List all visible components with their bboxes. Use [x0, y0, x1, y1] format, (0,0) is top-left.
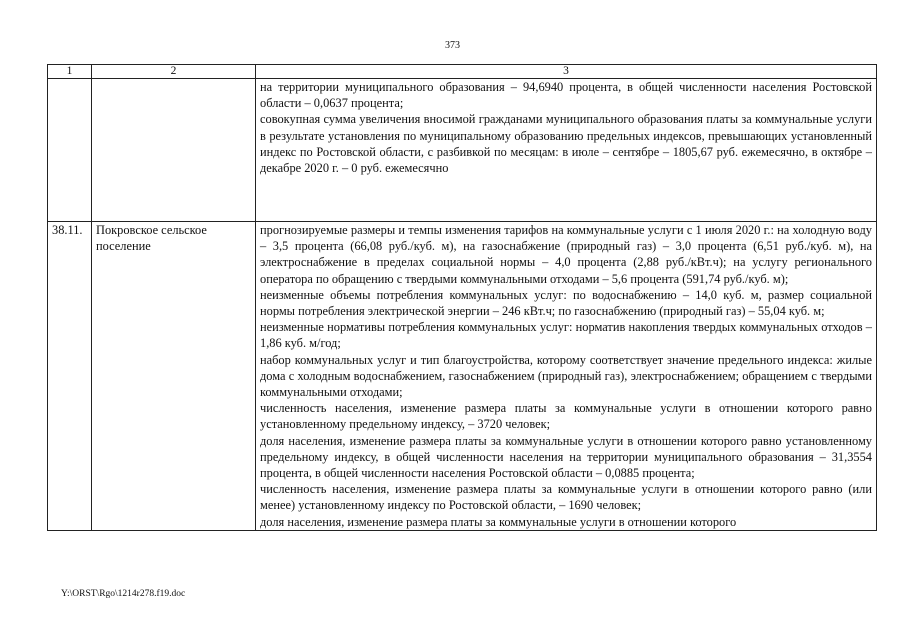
description-paragraph: неизменные нормативы потребления коммунальных услуг: норматив накопления твердых коммунальных отходов – 1,86 куб. м/год; — [260, 320, 872, 351]
municipality-name-cell — [92, 79, 256, 222]
description-cell — [256, 222, 877, 531]
description-paragraph: на территории муниципального образования – 94,6940 процента, в общей численности населения Ростовской области – 0,0637 процента; — [260, 80, 872, 111]
footer-file-path: Y:\ORST\Rgo\1214r278.f19.doc — [61, 589, 186, 599]
column-header-1: 1 — [48, 65, 92, 79]
description-paragraph: доля населения, изменение размера платы за коммунальные услуги в отношении которого — [260, 514, 737, 529]
description-paragraph: совокупная сумма увеличения вносимой гражданами муниципального образования платы за коммунальные услуги в результате установления по муниципальному образованию предельных индексов, превышающих установленный индекс по Ростовской области, с разбивкой по месяцам: в июле – сентябре – 1805,67 руб. ежемесячно, в октябре – декабре 2020 г. – 0 руб. ежемесячно — [260, 112, 872, 176]
table-row-continued — [48, 79, 877, 222]
description-paragraph: набор коммунальных услуг и тип благоустройства, которому соответствует значение предельного индекса: жилые дома с холодным водоснабжением, газоснабжением (природный газ), электроснабжением; обращением с твердыми коммунальными отходами; — [260, 352, 872, 400]
column-header-2: 2 — [92, 65, 256, 79]
description-paragraph: неизменные объемы потребления коммунальных услуг: по водоснабжению – 14,0 куб. м, размер социальной нормы потребления электрической энергии – 246 кВт.ч; по газоснабжению (природный газ) – 55,04 куб. м; — [260, 287, 872, 319]
description-paragraph: доля населения, изменение размера платы за коммунальные услуги в отношении которого равно установленному предельному индексу, в общей численности населения на территории муниципального образования – 31,3554 процента, в общей численности населения Ростовской области – 0,0885 процента; — [260, 433, 872, 481]
document-table — [47, 64, 877, 531]
municipality-name-cell: Покровское сельское поселение — [92, 222, 256, 531]
table-row-38-11 — [48, 222, 877, 531]
row-number-cell: 38.11. — [48, 222, 92, 531]
table-header-row — [48, 65, 877, 79]
description-cell — [256, 79, 877, 222]
description-paragraph: прогнозируемые размеры и темпы изменения тарифов на коммунальные услуги с 1 июля 2020 г.: на холодную воду – 3,5 процента (66,08 руб./куб. м), на газоснабжение (природный газ) – 3,0 процента (6,51 руб./куб. м), на электроснабжение в пределах социальной нормы – 4,0 процента (2,88 руб./кВт.ч); на услугу регионального оператора по обращению с твердыми коммунальными отходами – 5,6 процента (591,74 руб./куб. м); — [260, 223, 872, 286]
page-number: 373 — [445, 40, 460, 51]
description-paragraph: численность населения, изменение размера платы за коммунальные услуги в отношении которого равно установленному предельному индексу, – 3720 человек; — [260, 401, 872, 432]
column-header-3: 3 — [256, 65, 877, 79]
row-number-cell — [48, 79, 92, 222]
description-paragraph: численность населения, изменение размера платы за коммунальные услуги в отношении которого равно (или менее) установленному индексу по Ростовской области, – 1690 человек; — [260, 482, 872, 513]
